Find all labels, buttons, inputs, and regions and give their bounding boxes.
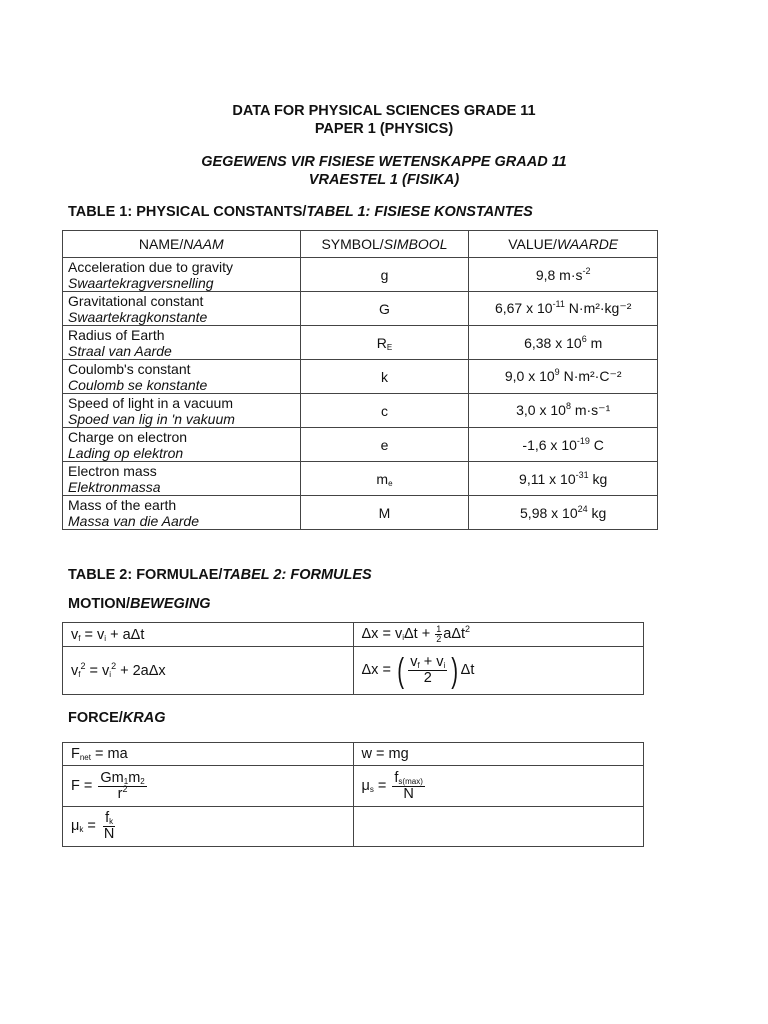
constant-name-af: Swaartekragkonstante (68, 308, 208, 325)
value-exponent: 6 (581, 333, 587, 344)
header-line-1: DATA FOR PHYSICAL SCIENCES GRADE 11 (232, 103, 536, 119)
constant-value (469, 360, 658, 394)
formula-mu-s: $\mu_s$ = $\frac{f_{s(max)}}{N}$ (353, 766, 644, 807)
value-base: 3,0 x 10 (516, 402, 566, 418)
symbol-text: m (376, 470, 389, 487)
motion-title-en: MOTION/ (68, 596, 131, 612)
constant-name-en: Gravitational constant (68, 292, 204, 309)
value-base: 9,0 x 10 (504, 368, 555, 384)
document-header-afrikaans (0, 153, 768, 189)
constant-name-af: Massa van die Aarde (68, 512, 199, 529)
table-row (63, 462, 658, 496)
constant-name (63, 496, 301, 530)
header-line-2: PAPER 1 (PHYSICS) (314, 121, 454, 137)
constant-symbol (300, 258, 469, 292)
constant-name (63, 326, 301, 360)
table-row (63, 743, 644, 766)
constant-name (63, 462, 301, 496)
table-row (63, 258, 658, 292)
constant-symbol (300, 394, 469, 428)
header-name-af: NAAM (183, 236, 224, 252)
header-name-en: NAME/ (138, 236, 184, 252)
motion-formulas-table (62, 622, 644, 695)
value-exponent: 24 (577, 503, 588, 514)
value-base: -1,6 x 10 (522, 436, 577, 453)
constant-symbol (300, 462, 469, 496)
table-row (63, 394, 658, 428)
symbol-text: c (380, 402, 388, 419)
constant-value (469, 428, 658, 462)
table-row (63, 623, 644, 647)
table-row (63, 292, 658, 326)
header-value-af: WAARDE (556, 236, 619, 252)
table1-title-en: TABLE 1: PHYSICAL CONSTANTS/ (68, 204, 307, 220)
table-row (63, 360, 658, 394)
constant-name-af: Lading op elektron (68, 444, 184, 461)
formula-fnet-ma: $F_{net}$ = ma (63, 743, 354, 766)
symbol-text: R (376, 334, 387, 351)
constant-name-af: Swaartekragversnelling (68, 274, 214, 291)
constant-name-en: Speed of light in a vacuum (68, 394, 233, 411)
value-exponent: 9 (554, 367, 560, 377)
header-symbol-en: SYMBOL/ (321, 236, 384, 252)
constant-name-en: Acceleration due to gravity (68, 258, 233, 275)
document-header (0, 102, 768, 138)
formula-dx-vit-half-at2: $\Delta x = v_i\Delta t$ + $\frac{1}{2}$ aΔt$^2$ (353, 623, 644, 647)
constant-name (63, 258, 301, 292)
force-title-af: KRAG (122, 710, 166, 726)
table2-title (68, 567, 372, 583)
value-base: 9,11 x 10 (519, 470, 576, 487)
symbol-text: g (380, 266, 389, 283)
constant-value (469, 258, 658, 292)
value-exponent: -19 (576, 435, 590, 446)
value-base: 6,38 x 10 (524, 334, 582, 351)
physical-constants-table (62, 230, 658, 530)
formula-vf-vi-at: $v_f = v_i + a\Delta t$ (63, 623, 354, 647)
constant-name (63, 428, 301, 462)
formula-dx-avg-velocity: Δx = ( $\frac{v_f + v_i}{2}$ ) Δt (353, 647, 644, 695)
value-unit: C (589, 436, 604, 453)
table-row (63, 428, 658, 462)
constant-name (63, 360, 301, 394)
table2-title-en: TABLE 2: FORMULAE/ (68, 567, 223, 583)
constant-value (469, 292, 658, 326)
constant-name-en: Radius of Earth (68, 326, 165, 343)
constant-name-af: Coulomb se konstante (68, 376, 208, 393)
constant-name-en: Charge on electron (68, 428, 188, 445)
header-symbol-af: SIMBOOL (383, 236, 448, 252)
value-base: 6,67 x 10 (494, 300, 553, 316)
constant-value (469, 326, 658, 360)
constant-name-en: Electron mass (68, 462, 157, 479)
header-line-4: VRAESTEL 1 (FISIKA) (308, 172, 460, 188)
empty-cell (353, 807, 644, 847)
constant-symbol (300, 326, 469, 360)
formula-mu-k: $\mu_k$ = $\frac{f_k}{N}$ (63, 807, 354, 847)
motion-title-af: BEWEGING (130, 596, 211, 612)
value-unit: m (586, 334, 603, 351)
force-section-title (68, 710, 165, 726)
table-header-row (63, 231, 658, 258)
value-exponent: -31 (575, 469, 589, 480)
table-row (63, 496, 658, 530)
constant-name (63, 292, 301, 326)
constant-value (469, 462, 658, 496)
table-row (63, 647, 644, 695)
value-unit: kg (588, 470, 608, 487)
constant-symbol (300, 496, 469, 530)
table-row (63, 766, 644, 807)
table2-title-af: TABEL 2: FORMULES (222, 567, 372, 583)
table-row (63, 326, 658, 360)
header-value-en: VALUE/ (508, 236, 557, 252)
symbol-subscript: e (388, 478, 393, 488)
formula-gravitation: F = $\frac{Gm_1m_2}{r^2}$ (63, 766, 354, 807)
value-base: 5,98 x 10 (520, 504, 578, 521)
value-exponent: -2 (582, 265, 591, 276)
constant-value (469, 394, 658, 428)
header-symbol (300, 231, 469, 258)
constant-name-af: Straal van Aarde (68, 342, 172, 359)
symbol-text: M (378, 504, 391, 521)
value-exponent: 8 (565, 401, 571, 411)
constant-name-af: Elektronmassa (68, 478, 161, 495)
symbol-subscript: E (386, 342, 393, 352)
header-value (469, 231, 658, 258)
constant-symbol (300, 360, 469, 394)
constant-symbol (300, 292, 469, 326)
value-exponent: -11 (552, 299, 565, 309)
constant-name-en: Mass of the earth (68, 496, 177, 513)
value-unit: N·m²·C⁻² (559, 368, 622, 384)
formula-w-mg: w = mg (353, 743, 644, 766)
header-name (63, 231, 301, 258)
header-line-3: GEGEWENS VIR FISIESE WETENSKAPPE GRAAD 11 (201, 154, 567, 170)
symbol-text: G (379, 300, 390, 317)
constant-symbol (300, 428, 469, 462)
motion-section-title (68, 596, 211, 612)
value-base: 9,8 m·s (535, 266, 583, 283)
constant-value (469, 496, 658, 530)
force-formulas-table (62, 742, 644, 847)
symbol-text: e (380, 436, 389, 453)
constant-name (63, 394, 301, 428)
value-unit: N·m²·kg⁻² (564, 300, 632, 316)
formula-vf2-vi2-2adx: $v_f^2 = v_i^2 + 2a\Delta x$ (63, 647, 354, 695)
value-unit: m·s⁻¹ (570, 402, 611, 418)
table-row (63, 807, 644, 847)
table1-title (68, 204, 533, 220)
table1-title-af: TABEL 1: FISIESE KONSTANTES (306, 204, 533, 220)
constant-name-af: Spoed van lig in 'n vakuum (68, 410, 235, 427)
constant-name-en: Coulomb's constant (68, 360, 191, 377)
value-unit: kg (587, 504, 607, 521)
symbol-text: k (380, 368, 388, 385)
force-title-en: FORCE/ (68, 710, 123, 726)
